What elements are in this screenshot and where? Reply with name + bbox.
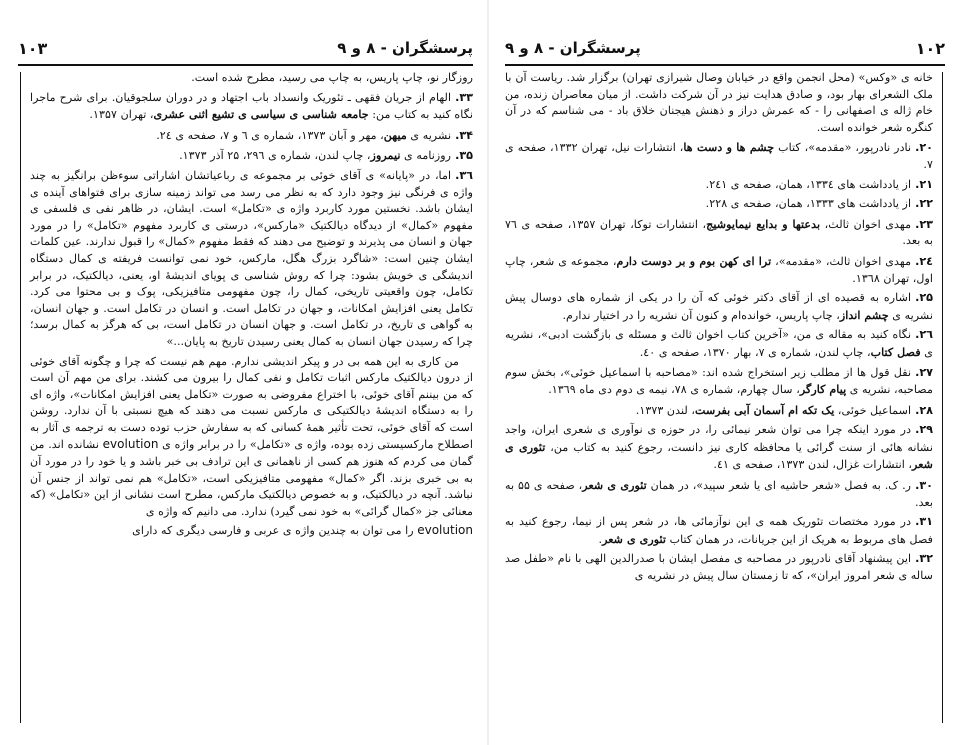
note-27: ۲۷.نقل قول ها از مطلب زیر استخراج شده اند: «مصاحبه با اسماعیل خوئی»، بخش سوم مصاحبه، نشریه ی پیام کارگر، سال چهارم، شماره ی ۷۸، نیمه ی دوم دی ماه ۱۳٦۹. bbox=[505, 365, 933, 397]
page-body bbox=[18, 70, 473, 733]
page-body bbox=[505, 70, 945, 733]
note-36: ۳٦.اما، در «پایانه» ی آقای خوئی بر مجموعه ی رباعیاتشان اشاراتی سوءظن برانگیز به چند واژه ی فرنگی نیز وجود دارد که به نظر می رسد می تواند زمینه سازی برای فتواهای آینده ی ایشان باشد. نخستین مورد کاربرد واژه ی «تکامل» است. ایشان، در ظاهر نفی ی فلسفی ی مفهوم «کمال» از دیدگاه دیالکتیک «مارکس»، درستی ی کاربرد مفهوم «تکامل» را در مورد جهان و انسان می پذیرند و توضیح می دهند که فقط مفهوم «کمال» را قبول ندارند. عین کلمات ایشان چنین است: «شاگرد بزرگ هگل، مارکس، خود نمی توانست فریفته ی کمال دستگاه اندیشگی ی خویش بشود: چرا که روش شناسی ی پویای اندیشهٔ او، یعنی، دیالکتیک، در برابر تکامل، چون واقعیتی تاریخی، کمال را، چون مفهومی متافیزیکی، پوک و بی محتوا می کرد. تکامل یعنی افزایش امکانات، و جهان در تکامل است. و انسان در تکامل است. و جهان انسان، به گواهی ی تاریخ، در تکامل است. و جهان انسان در تکامل است، بی که هرگز به کمال برسد؛ چرا که رسیدن جهان انسان به کمال یعنی رسیدن تاریخ به پایان...» bbox=[30, 168, 473, 348]
note-28: ۲۸.اسماعیل خوئی، یک تکه ام آسمان آبی بفرست، لندن ۱۳۷۳. bbox=[635, 402, 933, 417]
note-34: ۳۴.نشریه ی میهن، مهر و آبان ۱۳۷۳، شماره ی ٦ و ۷، صفحه ی ۲٤. bbox=[156, 127, 473, 142]
note-21: ۲۱.از یادداشت های ۱۳۳٤، همان، صفحه ی ۲٤۱. bbox=[705, 177, 933, 191]
note-32: ۳۲.این پیشنهاد آقای نادرپور در مصاحبه ی مفصل ایشان با صدرالدین الهی با نام «طفل صد ساله ی شعر امروز ایران»، که تا زمستان سال پیش در نشریه ی bbox=[505, 552, 933, 583]
note-continuation: روزگار نو، چاپ پاریس، به چاپ می رسید، مطرح شده است. bbox=[191, 71, 473, 84]
page-number: ۱۰۲ bbox=[915, 38, 945, 58]
note-continuation: خانه ی «وکس» (محل انجمن واقع در خیابان وصال شیرازی تهران) برگزار شد. ریاست آن با ملک الشعرای بهار بود، و صادق هدایت نیز در آن شرکت داشت. از میان معاصران زنده، من خام ژاله ی اصفهانی را - که عمرش دراز و ذهنش هیجنان خلاق باد - می شناسم که در آن کنگره شعر خوانده است. bbox=[505, 71, 933, 134]
paragraph: evolution را می توان به چندین واژه ی عربی و فارسی دیگری که دارای bbox=[132, 523, 473, 538]
running-head bbox=[505, 36, 945, 60]
note-22: ۲۲.از یادداشت های ۱۳۳۳، همان، صفحه ی ۲۲۸. bbox=[705, 197, 933, 211]
running-head-title: پرسشگران - ۸ و ۹ bbox=[505, 39, 641, 57]
note-26: ۲٦.نگاه کنید به مقاله ی من، «آخرین کتاب اخوان ثالث و مسئله ی بازگشت ادبی»، نشریه ی فصل کتاب، چاپ لندن، شماره ی ۷، بهار ۱۳۷۰، صفحه ی ٤۰. bbox=[505, 328, 933, 359]
running-head-title: پرسشگران - ۸ و ۹ bbox=[337, 39, 473, 57]
note-25: ۲۵.اشاره به قصیده ای از آقای دکتر خوئی که آن را در یکی از شماره های دوسال پیش نشریه ی چشم انداز، چاپ پاریس، خوانده‌ام و کنون آن نشریه را در اختیار ندارم. bbox=[505, 291, 933, 322]
header-rule bbox=[18, 64, 473, 66]
note-30: ۳۰.ر. ک. به فصل «شعر حاشیه ای یا شعر سپید»، در همان تئوری ی شعر، صفحه ی ۵۵ به بعد. bbox=[505, 478, 934, 509]
note-33: ۳۳.الهام از جریان فقهی ـ تئوریک وانسداد باب اجتهاد و در دوران سلجوقیان. برای شرح ماجرا نگاه کنید به کتاب من: جامعه شناسی ی سیاسی ی تشیع اثنی عشری، تهران ۱۳۵۷. bbox=[30, 90, 473, 122]
note-20: ۲۰.نادر نادرپور، «مقدمه»، کتاب چشم ها و دست ها، انتشارات نیل، تهران ۱۳۳۲، صفحه ی ۷. bbox=[505, 140, 933, 171]
paragraph: من کاری به این همه بی در و پیکر اندیشی ندارم. مهم هم نیست که چرا و چگونه آقای خوئی از درون دیالکتیک مارکس اثبات تکامل و نفی کمال را بیرون می کشند. برای من مهم آن است که من بیننم آقای خوئی، با اختراع مفروضی به صورت «تکامل یعنی افزایش امکانات»، واژه ای را به دستگاه اندیشهٔ دیالکتیکی ی مارکس نسبت می دهند که هیچ نسبتی با آن ندارد. روشن است که آقای خوئی، تحت تأثیر همهٔ کسانی که به سفارش حزب توده دست به ترجمه ی آثار به اصطلاح مارکسیستی زده بوده، واژه ی «تکامل» را در برابر واژه ی evolution نشانده اند. من گمان می کردم که هنوز هم کسی از ناهمانی ی این ترادف بی خبر باشد و یا خود را در مورد آن به بی خبری بزند. اگر «کمال» مفهومی متافیزیکی است، «تکامل» هم نمی تواند از جنس آن نباشد. آنچه در دیالکتیک، و به خصوص دیالکتیک مارکس، مطرح است نشانی از این «تکامل» (که معنائی جز «کمال گرائی» به خود نمی گیرد) ندارد. می دانیم که واژه ی bbox=[30, 354, 473, 518]
header-rule bbox=[505, 64, 945, 66]
book-spine bbox=[487, 0, 489, 745]
note-35: ۳۵.روزنامه ی نیمروز، چاپ لندن، شماره ی ۲۹٦، ۲۵ آذر ۱۳۷۳. bbox=[179, 148, 473, 163]
page-number: ۱۰۳ bbox=[18, 38, 48, 58]
running-head bbox=[18, 36, 473, 60]
note-24: ۲٤.مهدی اخوان ثالث، «مقدمه»، ترا ای کهن بوم و بر دوست دارم، مجموعه ی شعر، چاپ اول، تهران ۱۳٦۸. bbox=[505, 253, 933, 285]
right-page bbox=[505, 0, 945, 745]
note-23: ۲۳.مهدی اخوان ثالث، بدعتها و بدایع نیمایوشیج، انتشارات توکا، تهران ۱۳۵۷، صفحه ی ۷٦ به بعد. bbox=[505, 216, 933, 248]
left-page bbox=[18, 0, 473, 745]
note-29: ۲۹.در مورد اینکه چرا می توان شعر نیمائی را، در حوزه ی نوآوری ی شعری ایران، واجد نشانه هائی از سنت گرائی یا محافظه کاری نیز دانست، رجوع کنید به کتاب من، تئوری ی شعر، انتشارات غزال، لندن ۱۳۷۳، صفحه ی ٤۱. bbox=[505, 423, 933, 472]
note-31: ۳۱.در مورد مختصات تئوریک همه ی این نوآزمائی ها، در شعر پس از نیما، رجوع کنید به فصل های مربوط به هریک از این جریانات، در همان کتاب تئوری ی شعر. bbox=[505, 515, 933, 546]
